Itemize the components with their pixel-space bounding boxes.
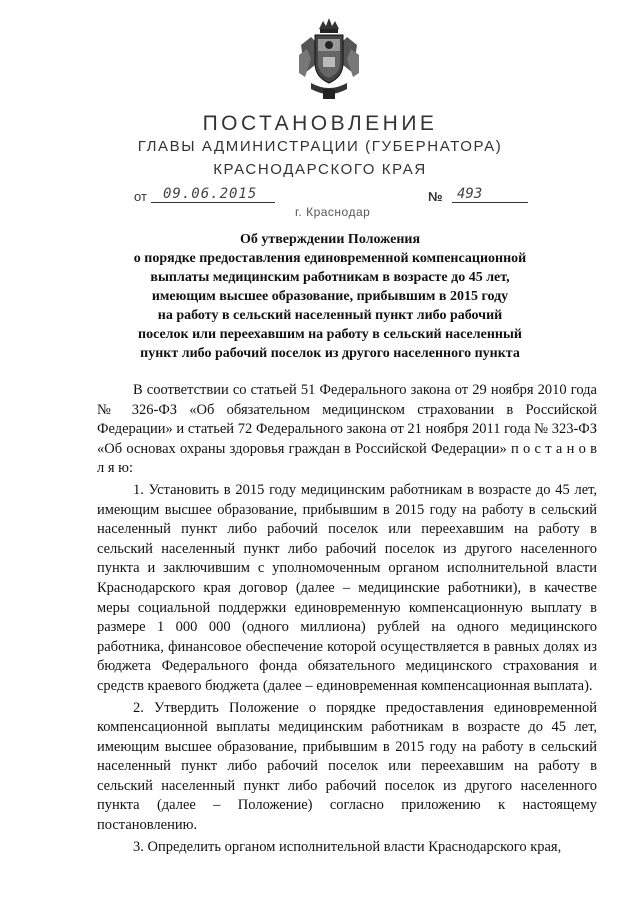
decree-title-line: выплаты медицинским работникам в возрасте до 45 лет, — [150, 270, 510, 285]
number-prefix: № — [428, 189, 443, 204]
clause-1-paragraph: 1. Установить в 2015 году медицинским работникам в возрасте до 45 лет, имеющим высшее образование, прибывшим в 2015 году на работу в сельский населенный пункт либо рабочий поселок или переехавшим на работу в сельский населенный пункт либо рабочий поселок из другого населенного пункта и заключившим с уполномоченным органом исполнительной власти Краснодарского края договор (далее – медицинские работники), в качестве меры социальной поддержки единовременную компенсационную выплату в размере 1 000 000 (одного миллиона) рублей на одного медицинского работника, финансовое обеспечение которой осуществляется в равных долях из бюджета Федерального фонда обязательного медицинского страхования и средств краевого бюджета (далее – единовременная компенсационная выплата). — [97, 481, 597, 694]
document-type-title: ПОСТАНОВЛЕНИЕ — [202, 112, 438, 135]
issuer-line-2: КРАСНОДАРСКОГО КРАЯ — [213, 161, 427, 178]
decree-title-line: имеющим высшее образование, прибывшим в 2015 году — [151, 289, 509, 304]
decree-title-line: поселок или переехавшим на работу в сельский населенный — [138, 327, 522, 342]
clause-3-paragraph: 3. Определить органом исполнительной власти Краснодарского края, — [133, 838, 562, 855]
clause-2-paragraph: 2. Утвердить Положение о порядке предоставления единовременной компенсационной выплаты медицинским работникам в возрасте до 45 лет, имеющим высшее образование, прибывшим в 2015 году на работу в сельский населенный пункт либо рабочий поселок или переехавшим на работу в сельский населенный пункт либо рабочий поселок из другого населенного пункта (далее – Положение) согласно приложению к настоящему постановлению. — [97, 699, 597, 834]
document-number: 493 — [452, 186, 528, 203]
decree-body — [97, 381, 597, 859]
decree-title — [120, 230, 540, 363]
decree-title-line: пункт либо рабочий поселок из другого населенного пункта — [140, 346, 520, 361]
document-date: 09.06.2015 — [151, 186, 275, 203]
decree-title-line: Об утверждении Положения — [239, 232, 421, 247]
decree-title-line: на работу в сельский населенный пункт либо рабочий — [157, 308, 503, 323]
decree-title-line: о порядке предоставления единовременной компенсационной — [133, 251, 527, 266]
coat-of-arms-icon — [297, 15, 361, 101]
issuer-line-1: ГЛАВЫ АДМИНИСТРАЦИИ (ГУБЕРНАТОРА) — [137, 138, 503, 155]
preamble-paragraph: В соответствии со статьей 51 Федерального закона от 29 ноября 2010 года № 326-ФЗ «Об обязательном медицинском страховании в Российской Федерации» и статьей 72 Федерального закона от 21 ноября 2011 года № 323-ФЗ «Об основах охраны здоровья граждан в Российской Федерации» п о с т а н о в л я ю: — [97, 382, 597, 477]
city-label: г. Краснодар — [295, 205, 371, 219]
date-prefix: от — [134, 189, 147, 204]
